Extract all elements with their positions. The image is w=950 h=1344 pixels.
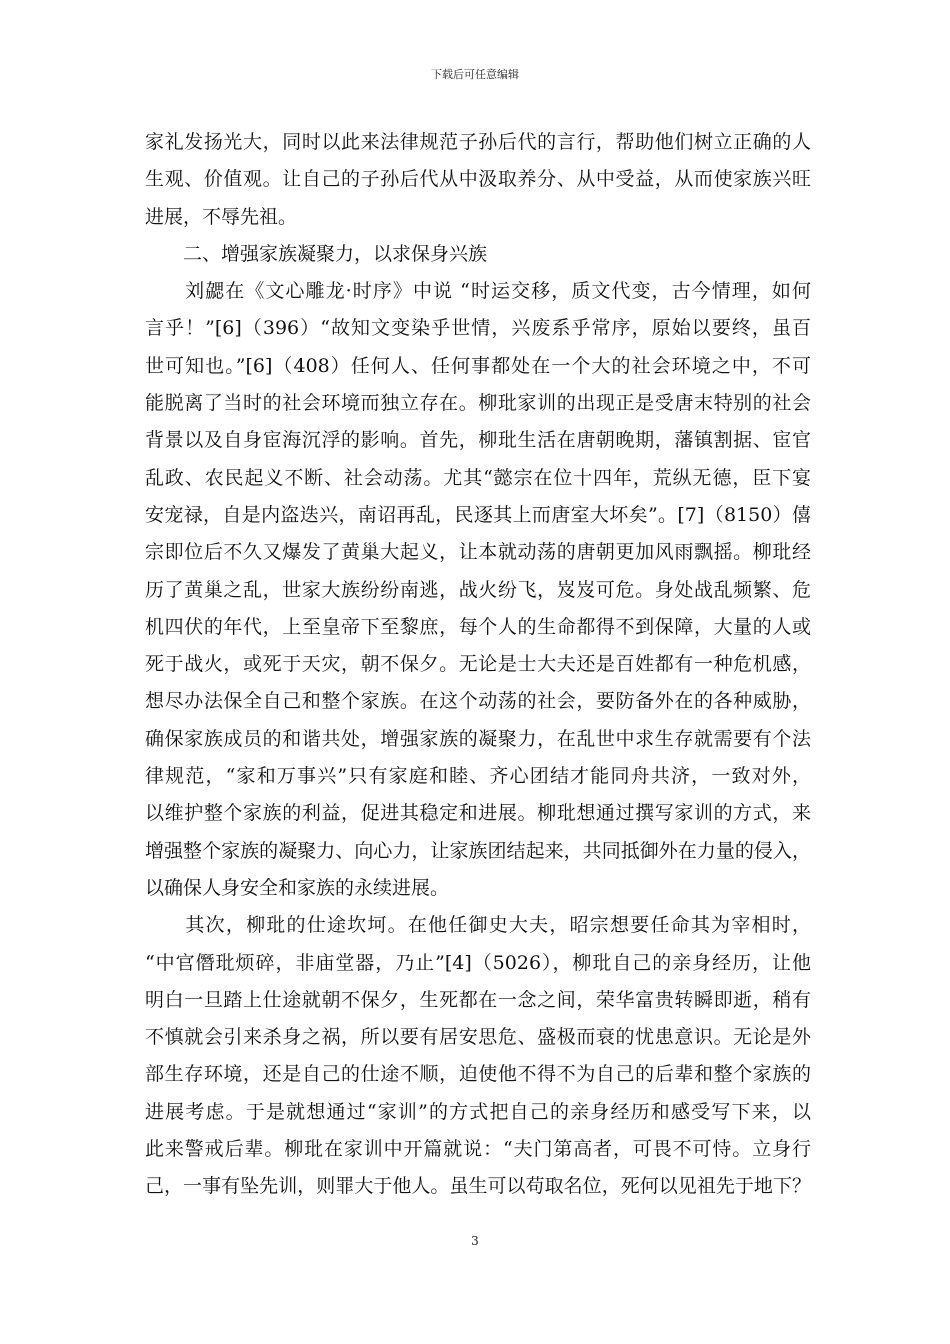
page-number: 3 [471,1234,479,1248]
section-heading: 二、增强家族凝聚力，以求保身兴族 [145,242,488,265]
text-line: 进展，不辱先祖。 [145,205,298,228]
text-line: 以确保人身安全和家族的永续进展。 [145,876,450,899]
text-line: 增强整个家族的凝聚力、向心力，让家族团结起来，共同抵御外在力量的侵入， [145,839,811,862]
text-line: 能脱离了当时的社会环境而独立存在。柳玭家训的出现正是受唐末特别的社会 [145,392,811,415]
text-line: 己，一事有坠先训，则罪大于他人。虽生可以苟取名位，死何以见祖先于地下？ [145,1175,811,1198]
text-line: 不慎就会引来杀身之祸，所以要有居安思危、盛极而衰的忧患意识。无论是外 [145,1026,811,1049]
text-line: 律规范，“家和万事兴”只有家庭和睦、齐心团结才能同舟共济，一致对外， [145,765,811,788]
text-line: 进展考虑。于是就想通过“家训”的方式把自己的亲身经历和感受写下来，以 [145,1100,811,1123]
text-line: 部生存环境，还是自己的仕途不顺，迫使他不得不为自己的后辈和整个家族的 [145,1063,811,1086]
text-line: 生观、价值观。让自己的子孙后代从中汲取养分、从中受益，从而使家族兴旺 [145,168,811,191]
text-line: 刘勰在《文心雕龙·时序》中说 “时运交移，质文代变，古今情理，如何 [145,280,811,303]
text-line: 其次，柳玭的仕途坎坷。在他任御史大夫，昭宗想要任命其为宰相时， [145,914,811,937]
text-line: 机四伏的年代，上至皇帝下至黎庶，每个人的生命都得不到保障，大量的人或 [145,615,811,638]
page-header: 下载后可任意编辑 [431,68,519,81]
body-text [145,124,811,1206]
text-line: 言乎！”[6]（396）“故知文变染乎世情，兴废系乎常序，原始以要终，虽百 [145,317,811,340]
text-line: 明白一旦踏上仕途就朝不保夕，生死都在一念之间，荣华富贵转瞬即逝，稍有 [145,988,811,1011]
text-line: 历了黄巢之乱，世家大族纷纷南逃，战火纷飞，岌岌可危。身处战乱频繁、危 [145,578,811,601]
text-line: 家礼发扬光大，同时以此来法律规范子孙后代的言行，帮助他们树立正确的人 [145,131,811,153]
text-line: 背景以及自身宦海沉浮的影响。首先，柳玭生活在唐朝晚期，藩镇割据、宦官 [145,429,811,452]
text-line: 世可知也。”[6]（408）任何人、任何事都处在一个大的社会环境之中，不可 [145,354,811,377]
text-line: 想尽办法保全自己和整个家族。在这个动荡的社会，要防备外在的各种威胁， [145,690,811,713]
text-line: 宗即位后不久又爆发了黄巢大起义，让本就动荡的唐朝更加风雨飘摇。柳玭经 [145,541,811,564]
text-line: 死于战火，或死于天灾，朝不保夕。无论是士大夫还是百姓都有一种危机感， [145,653,811,676]
text-line: 安宠禄，自是内盗迭兴，南诏再乱，民逐其上而唐室大坏矣”。[7]（8150）僖 [145,503,811,526]
text-line: 以维护整个家族的利益，促进其稳定和进展。柳玭想通过撰写家训的方式，来 [145,802,811,825]
text-line: 乱政、农民起义不断、社会动荡。尤其“懿宗在位十四年，荒纵无德，臣下宴 [145,466,811,489]
text-line: 确保家族成员的和谐共处，增强家族的凝聚力，在乱世中求生存就需要有个法 [145,727,811,750]
text-line: 此来警戒后辈。柳玭在家训中开篇就说：“夫门第高者，可畏不可恃。立身行 [145,1138,811,1161]
text-line: “中官僭玭烦碎，非庙堂器，乃止”[4]（5026），柳玭自己的亲身经历，让他 [145,951,811,974]
